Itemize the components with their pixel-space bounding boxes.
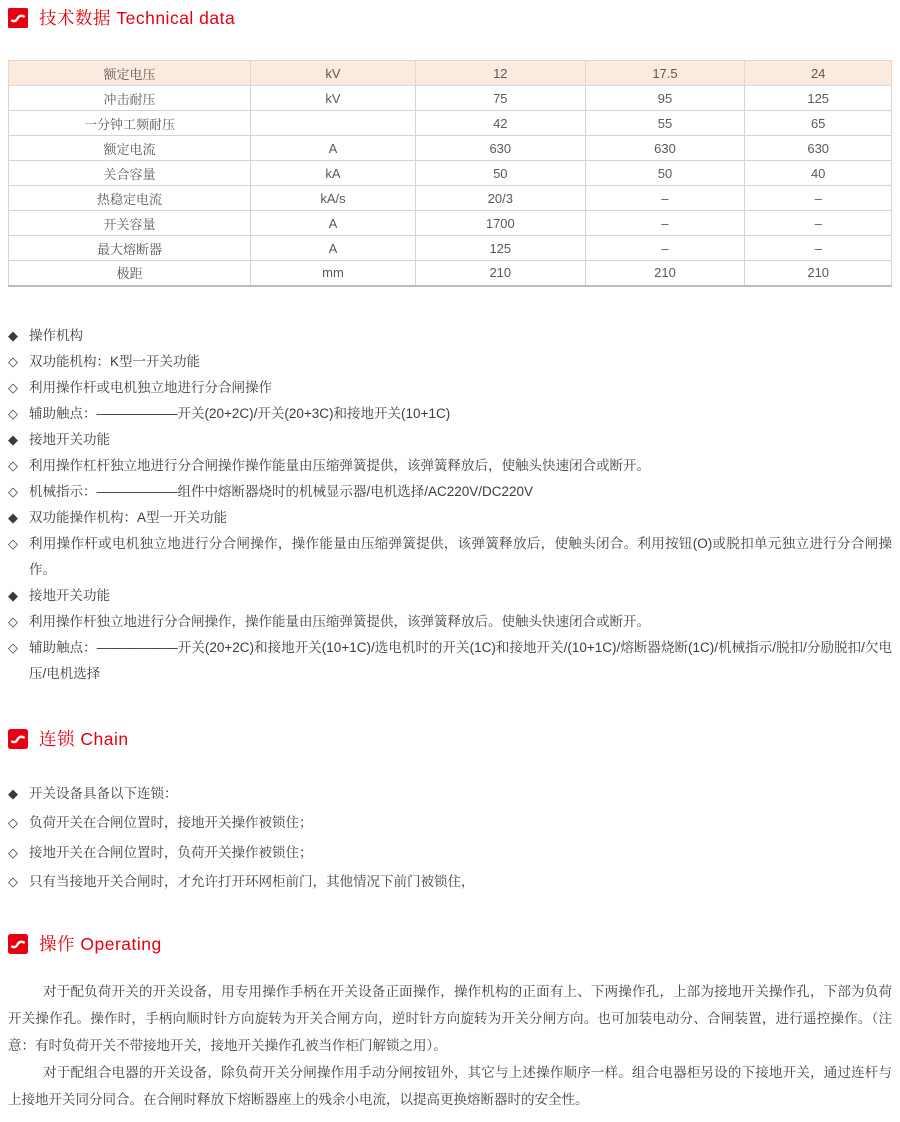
diamond-hollow-icon: ◇ [8,874,18,889]
spec-unit: kV [250,61,415,86]
spec-label: 关合容量 [9,161,251,186]
mechanism-list [8,323,892,687]
spec-value: 42 [416,111,586,136]
paragraph: 对于配组合电器的开关设备，除负荷开关分闸操作用手动分闸按钮外，其它与上述操作顺序一样。组合电器柜另设的下接地开关，通过连杆与上接地开关同分同合。在合闸时释放下熔断器座上的残余小电流，以提高更换熔断器时的安全性。 [8,1064,892,1107]
spec-value: 630 [745,136,892,161]
section-header-operating [8,932,892,956]
table-row [9,136,892,161]
list-item [8,453,892,479]
diamond-hollow-icon: ◇ [8,844,18,860]
list-item [8,635,892,687]
list-item [8,349,892,375]
list-item-text: 接地开关在合闸位置时，负荷开关操作被锁住； [29,844,313,860]
list-item-text: 接地开关功能 [29,587,110,603]
spec-value: 75 [416,86,586,111]
technical-data-table [8,60,892,287]
brand-swoosh-icon [8,729,28,749]
list-item-text: 双功能操作机构：A型一开关功能 [29,509,228,525]
diamond-hollow-icon: ◇ [8,815,18,830]
list-item-text: 利用操作杆独立地进行分合闸操作，操作能量由压缩弹簧提供，该弹簧释放后。使触头快速闭合或断开。 [29,613,650,629]
spec-label: 极距 [9,261,251,286]
list-item [8,808,892,838]
list-item [8,609,892,635]
table-row [9,161,892,186]
spec-value: 50 [585,161,745,186]
diamond-hollow-icon: ◇ [8,535,18,551]
spec-value: 17.5 [585,61,745,86]
spec-value: 1700 [416,211,586,236]
diamond-hollow-icon: ◇ [8,405,18,421]
list-item [8,867,892,897]
list-item [8,505,892,531]
diamond-hollow-icon: ◇ [8,639,18,655]
list-item [8,838,892,868]
spec-value: – [585,211,745,236]
list-item-text: 机械指示：——————组件中熔断器烧时的机械显示器/电机选择/AC220V/DC220V [29,483,534,499]
spec-label: 冲击耐压 [9,86,251,111]
list-item [8,479,892,505]
section-header-chain [8,727,892,751]
brand-swoosh-icon [8,934,28,954]
list-item-text: 利用操作杆或电机独立地进行分合闸操作 [29,379,272,395]
list-item-text: 负荷开关在合闸位置时，接地开关操作被锁住； [29,815,313,830]
spec-value: 12 [416,61,586,86]
spec-unit: kA [250,161,415,186]
brand-swoosh-icon [8,8,28,28]
diamond-hollow-icon: ◇ [8,379,18,395]
list-item [8,427,892,453]
diamond-hollow-icon: ◇ [8,483,18,499]
list-item-text: 利用操作杆或电机独立地进行分合闸操作，操作能量由压缩弹簧提供，该弹簧释放后，使触头闭合。利用按钮(O)或脱扣单元独立进行分合闸操作。 [29,535,892,577]
spec-value: 630 [416,136,586,161]
spec-unit: A [250,136,415,161]
spec-value: 55 [585,111,745,136]
section-title-chain: 连锁 Chain [39,728,129,749]
table-row [9,61,892,86]
spec-value: – [585,186,745,211]
spec-value: 630 [585,136,745,161]
table-row [9,86,892,111]
table-row [9,111,892,136]
spec-value: 40 [745,161,892,186]
diamond-filled-icon: ◆ [8,785,18,801]
spec-unit: kV [250,86,415,111]
list-item-text: 接地开关功能 [29,431,110,447]
list-item [8,531,892,583]
list-item [8,401,892,427]
diamond-hollow-icon: ◇ [8,613,18,629]
spec-value: 210 [585,261,745,286]
section-header-technical [8,6,892,30]
list-item-text: 操作机构 [29,327,83,343]
spec-value: 210 [416,261,586,286]
spec-value: – [745,186,892,211]
spec-value: 24 [745,61,892,86]
diamond-filled-icon: ◆ [8,431,18,447]
spec-label: 最大熔断器 [9,236,251,261]
list-item [8,323,892,349]
list-item [8,583,892,609]
section-title-technical: 技术数据 Technical data [39,8,236,28]
chain-list [8,779,892,897]
spec-unit: A [250,236,415,261]
spec-value: 95 [585,86,745,111]
section-title-operating: 操作 Operating [39,933,162,954]
spec-value: 50 [416,161,586,186]
diamond-filled-icon: ◆ [8,587,18,603]
spec-label: 额定电流 [9,136,251,161]
spec-unit: kA/s [250,186,415,211]
diamond-filled-icon: ◆ [8,509,18,525]
diamond-filled-icon: ◆ [8,327,18,343]
list-item-text: 辅助触点：——————开关(20+2C)/开关(20+3C)和接地开关(10+1C) [29,405,451,421]
list-item-text: 辅助触点：——————开关(20+2C)和接地开关(10+1C)/选电机时的开关(1C)和接地开关/(10+1C)/熔断器烧断(1C)/机械指示/脱扣/分励脱扣/欠电压/电机选择 [29,639,892,681]
diamond-hollow-icon: ◇ [8,457,18,473]
spec-value: – [745,211,892,236]
spec-value: 125 [416,236,586,261]
paragraph: 对于配负荷开关的开关设备，用专用操作手柄在开关设备正面操作，操作机构的正面有上、下两操作孔，上部为接地开关操作孔，下部为负荷开关操作孔。操作时，手柄向顺时针方向旋转为开关合闸方向，逆时针方向旋转为开关分闸方向。也可加装电动分、合闸装置，进行遥控操作。（注意：有时负荷开关不带接地开关，接地开关操作孔被当作柜门解锁之用）。 [8,983,892,1053]
list-item [8,779,892,809]
spec-label: 热稳定电流 [9,186,251,211]
spec-label: 开关容量 [9,211,251,236]
spec-value: – [585,236,745,261]
table-row [9,236,892,261]
table-row [9,261,892,286]
spec-value: 210 [745,261,892,286]
list-item [8,375,892,401]
spec-value: 20/3 [416,186,586,211]
list-item-text: 双功能机构：K型一开关功能 [29,353,201,369]
list-item-text: 只有当接地开关合闸时，才允许打开环网柜前门，其他情况下前门被锁住， [29,874,475,889]
list-item-text: 开关设备具备以下连锁： [29,785,178,801]
spec-label: 额定电压 [9,61,251,86]
diamond-hollow-icon: ◇ [8,353,18,369]
spec-unit: A [250,211,415,236]
table-row [9,186,892,211]
table-row [9,211,892,236]
operating-paragraphs [8,978,892,1113]
list-item-text: 利用操作杠杆独立地进行分合闸操作操作能量由压缩弹簧提供，该弹簧释放后，使触头快速闭合或断开。 [29,457,650,473]
spec-unit [250,111,415,136]
spec-label: 一分钟工频耐压 [9,111,251,136]
spec-unit: mm [250,261,415,286]
spec-value: 65 [745,111,892,136]
spec-value: – [745,236,892,261]
spec-value: 125 [745,86,892,111]
